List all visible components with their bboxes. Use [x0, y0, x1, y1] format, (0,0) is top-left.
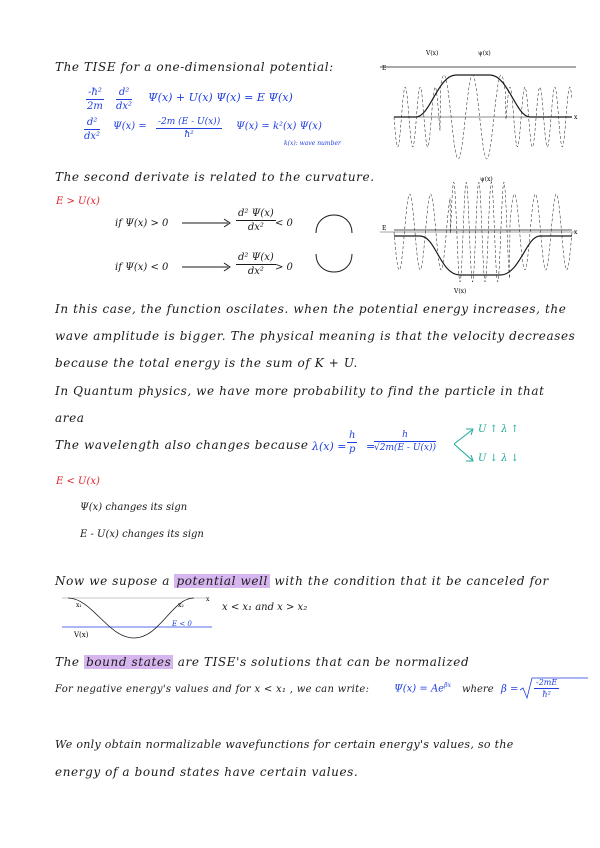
eq1-derivative-fraction [116, 87, 132, 112]
well-text-pre: Now we supose a [55, 574, 171, 588]
negative-energy-text: For negative energy's values and for x < x₁ , we can write: [55, 684, 370, 695]
label-psi: ψ(x) [480, 176, 493, 183]
potential-well-figure [62, 592, 212, 640]
sign-change-energy: E - U(x) changes its sign [80, 529, 204, 540]
eq2-energy-fraction [156, 117, 222, 140]
bound-text-post: are TISE's solutions that can be normalized [177, 655, 470, 669]
branch-arrows-icon [452, 424, 476, 464]
eq1-frac-den: 2m [86, 101, 103, 112]
label-x: x [574, 114, 578, 121]
paragraph-line-5: area [55, 411, 85, 425]
curvature-text: The second derivate is related to the curvature. [55, 170, 375, 184]
paragraph-line-1: In this case, the function oscilates. when the potential energy increases, the [55, 302, 567, 316]
arrow-down-text: U ↓ λ ↓ [478, 453, 520, 464]
beta-fraction [534, 678, 559, 699]
if2-fraction [236, 252, 276, 277]
if1-lhs: if Ψ(x) > 0 [115, 218, 169, 229]
final-line-1: We only obtain normalizable wavefunctions for certain energy's values, so the [55, 738, 514, 751]
if2-num: d² Ψ(x) [238, 252, 274, 263]
eq2-frac-den: ħ² [184, 130, 194, 140]
where-text: where [462, 684, 494, 695]
lambda-fraction-2 [374, 430, 436, 453]
arrow-right-icon [182, 218, 232, 228]
if1-den: dx² [247, 222, 264, 233]
well-condition: x < x₁ and x > x₂ [222, 602, 308, 613]
label-v: V(x) [74, 631, 89, 639]
eq1-d-den: dx² [116, 101, 133, 112]
label-v: V(x) [454, 288, 467, 295]
bound-states-text [55, 655, 469, 669]
eq1-frac-num: -ħ² [88, 87, 102, 98]
lambda-lhs: λ(x) = [312, 440, 347, 453]
label-psi: ψ(x) [478, 50, 491, 57]
sign-change-psi: Ψ(x) changes its sign [80, 502, 188, 513]
bound-text-highlight: bound states [86, 655, 172, 669]
if1-rhs: < 0 [275, 218, 293, 229]
final-line-2: energy of a bound states have certain values. [55, 765, 359, 779]
eq2-d-num: d² [84, 117, 100, 130]
eq2-d-den: dx² [84, 131, 101, 142]
beta-lhs: β = [501, 684, 519, 695]
label-x2: x₂ [178, 602, 184, 609]
oscillation-figure-top [380, 45, 580, 175]
wavelength-text: The wavelength also changes because [55, 438, 309, 452]
eq1-d-num: d² [116, 87, 132, 100]
label-e: E [382, 225, 387, 232]
psi-eq: Ψ(x) = Ae [394, 683, 445, 695]
eq2-frac-num: -2m (E - U(x)) [158, 117, 221, 127]
if1-num: d² Ψ(x) [238, 208, 274, 219]
condition-e-less-u: E < U(x) [56, 476, 100, 487]
lambda-equals: = [366, 440, 376, 453]
psi-solution [394, 682, 451, 694]
paragraph-line-4: In Quantum physics, we have more probability to find the particle in that [55, 384, 545, 398]
lambda-den-2: √2m(E - U(x)) [374, 443, 437, 453]
label-x: x [574, 229, 578, 236]
label-x1: x₁ [76, 602, 82, 609]
label-e: E [382, 65, 387, 72]
tise-heading: The TISE for a one-dimensional potential: [55, 60, 334, 74]
label-e-negative: E < 0 [172, 620, 192, 628]
arrow-up-text: U ↑ λ ↑ [478, 424, 520, 435]
oscillation-figure-bottom [380, 175, 580, 300]
eq2-rest: Ψ(x) = k²(x) Ψ(x) [236, 121, 322, 132]
psi-exponent: βx [444, 682, 451, 689]
eq1-hbar-fraction [86, 87, 104, 112]
well-text-post: with the condition that it be canceled for [274, 574, 549, 588]
concave-curvature-icon [312, 205, 356, 235]
paragraph-line-2: wave amplitude is bigger. The physical meaning is that the velocity decreases [55, 329, 576, 343]
convex-curvature-icon [312, 252, 356, 282]
beta-den: ħ² [542, 690, 551, 699]
condition-e-greater-u: E > U(x) [56, 196, 100, 207]
bound-text-pre: The [55, 655, 80, 669]
well-text [55, 574, 549, 588]
label-x: x [206, 596, 210, 603]
if2-den: dx² [247, 266, 264, 277]
paragraph-line-3: because the total energy is the sum of K + U. [55, 356, 358, 370]
lambda-num-1: h [349, 430, 356, 441]
arrow-right-icon [182, 262, 232, 272]
eq2-derivative-fraction [84, 117, 100, 142]
wave-number-note: k(x): wave number [284, 140, 341, 147]
well-text-highlight: potential well [176, 574, 268, 588]
eq1-rest: Ψ(x) + U(x) Ψ(x) = E Ψ(x) [148, 91, 293, 104]
label-v: V(x) [426, 50, 439, 57]
lambda-num-2: h [374, 430, 436, 442]
lambda-fraction-1 [347, 430, 357, 455]
if2-rhs: > 0 [275, 262, 293, 273]
if2-lhs: if Ψ(x) < 0 [115, 262, 169, 273]
eq2-mid: Ψ(x) = [113, 121, 147, 132]
beta-num: -2mE [536, 678, 558, 687]
lambda-den-1: p [349, 444, 356, 455]
if1-fraction [236, 208, 276, 233]
